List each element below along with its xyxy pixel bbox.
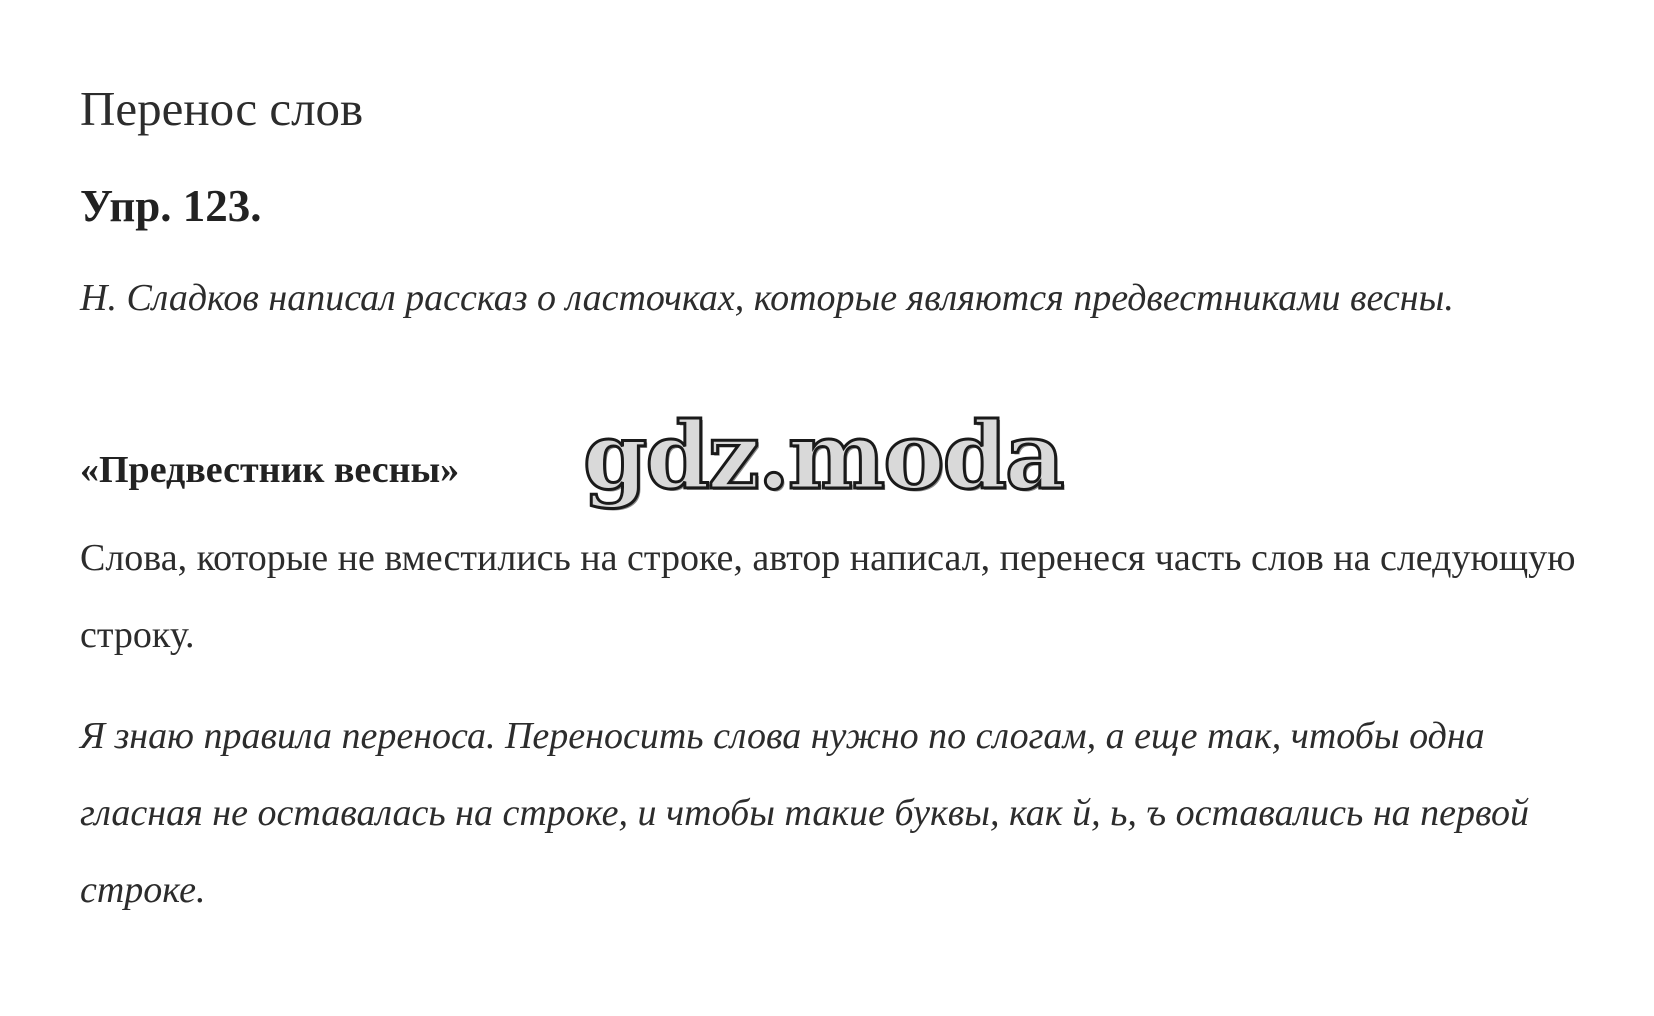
exercise-number: Упр. 123. bbox=[80, 181, 262, 231]
task-text: Н. Сладков написал рассказ о ласточках, которые являются предвестниками весны. bbox=[80, 277, 1454, 319]
story-title: «Предвестник весны» bbox=[80, 449, 460, 491]
watermark-logo: gdz.moda bbox=[583, 402, 1063, 510]
answer-text: Слова, которые не вместились на строке, автор написал, перенеся часть слов на следующую строку. bbox=[80, 537, 1576, 656]
topic-title: Перенос слов bbox=[80, 81, 364, 136]
rule-text: Я знаю правила переноса. Переносить слова нужно по слогам, а еще так, чтобы одна гласная не оставалась на строке, и чтобы такие буквы, как й, ь, ъ оставались на первой строке. bbox=[80, 715, 1530, 911]
